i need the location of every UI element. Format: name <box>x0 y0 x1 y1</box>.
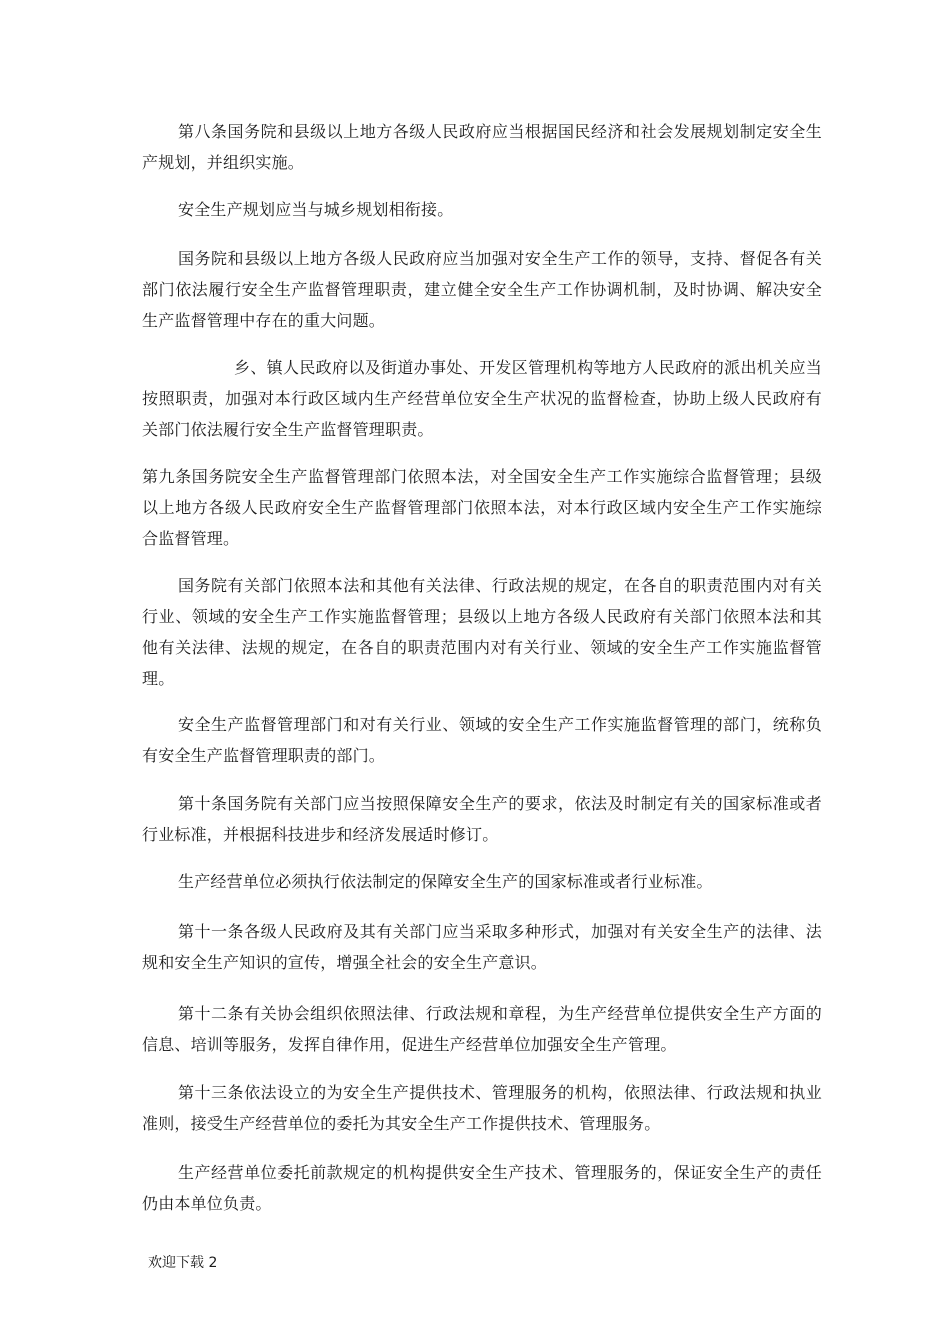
paragraph-article-10: 第十条国务院有关部门应当按照保障安全生产的要求，依法及时制定有关的国家标准或者行业标准，并根据科技进步和经济发展适时修订。 <box>142 794 822 844</box>
paragraph-article-9: 第九条国务院安全生产监督管理部门依照本法，对全国安全生产工作实施综合监督管理；县级以上地方各级人民政府安全生产监督管理部门依照本法，对本行政区域内安全生产工作实施综合监督管理。 <box>142 467 822 548</box>
paragraph-responsible-departments: 安全生产监督管理部门和对有关行业、领域的安全生产工作实施监督管理的部门，统称负有安全生产监督管理职责的部门。 <box>142 715 822 765</box>
paragraph-article-8: 第八条国务院和县级以上地方各级人民政府应当根据国民经济和社会发展规划制定安全生产规划，并组织实施。 <box>142 122 822 172</box>
paragraph-article-13: 第十三条依法设立的为安全生产提供技术、管理服务的机构，依照法律、行政法规和执业准则，接受生产经营单位的委托为其安全生产工作提供技术、管理服务。 <box>142 1083 822 1133</box>
paragraph-article-12: 第十二条有关协会组织依照法律、行政法规和章程，为生产经营单位提供安全生产方面的信息、培训等服务，发挥自律作用，促进生产经营单位加强安全生产管理。 <box>142 1004 822 1054</box>
paragraph-township-duties: 乡、镇人民政府以及街道办事处、开发区管理机构等地方人民政府的派出机关应当按照职责，加强对本行政区域内生产经营单位安全生产状况的监督检查，协助上级人民政府有关部门依法履行安全生产监督管理职责。 <box>142 358 822 439</box>
paragraph-planning-coordination: 安全生产规划应当与城乡规划相衔接。 <box>178 200 454 219</box>
paragraph-department-supervision: 国务院有关部门依照本法和其他有关法律、行政法规的规定，在各自的职责范围内对有关行业、领域的安全生产工作实施监督管理；县级以上地方各级人民政府有关部门依照本法和其他有关法律、法规的规定，在各自的职责范围内对有关行业、领域的安全生产工作实施监督管理。 <box>142 576 822 688</box>
paragraph-government-leadership: 国务院和县级以上地方各级人民政府应当加强对安全生产工作的领导，支持、督促各有关部门依法履行安全生产监督管理职责，建立健全安全生产工作协调机制，及时协调、解决安全生产监督管理中存在的重大问题。 <box>142 249 822 330</box>
paragraph-entrusted-services: 生产经营单位委托前款规定的机构提供安全生产技术、管理服务的，保证安全生产的责任仍由本单位负责。 <box>142 1163 822 1213</box>
paragraph-article-11: 第十一条各级人民政府及其有关部门应当采取多种形式，加强对有关安全生产的法律、法规和安全生产知识的宣传，增强全社会的安全生产意识。 <box>142 922 822 972</box>
paragraph-standards-compliance: 生产经营单位必须执行依法制定的保障安全生产的国家标准或者行业标准。 <box>178 872 713 891</box>
page-footer: 欢迎下载 2 <box>148 1255 218 1271</box>
